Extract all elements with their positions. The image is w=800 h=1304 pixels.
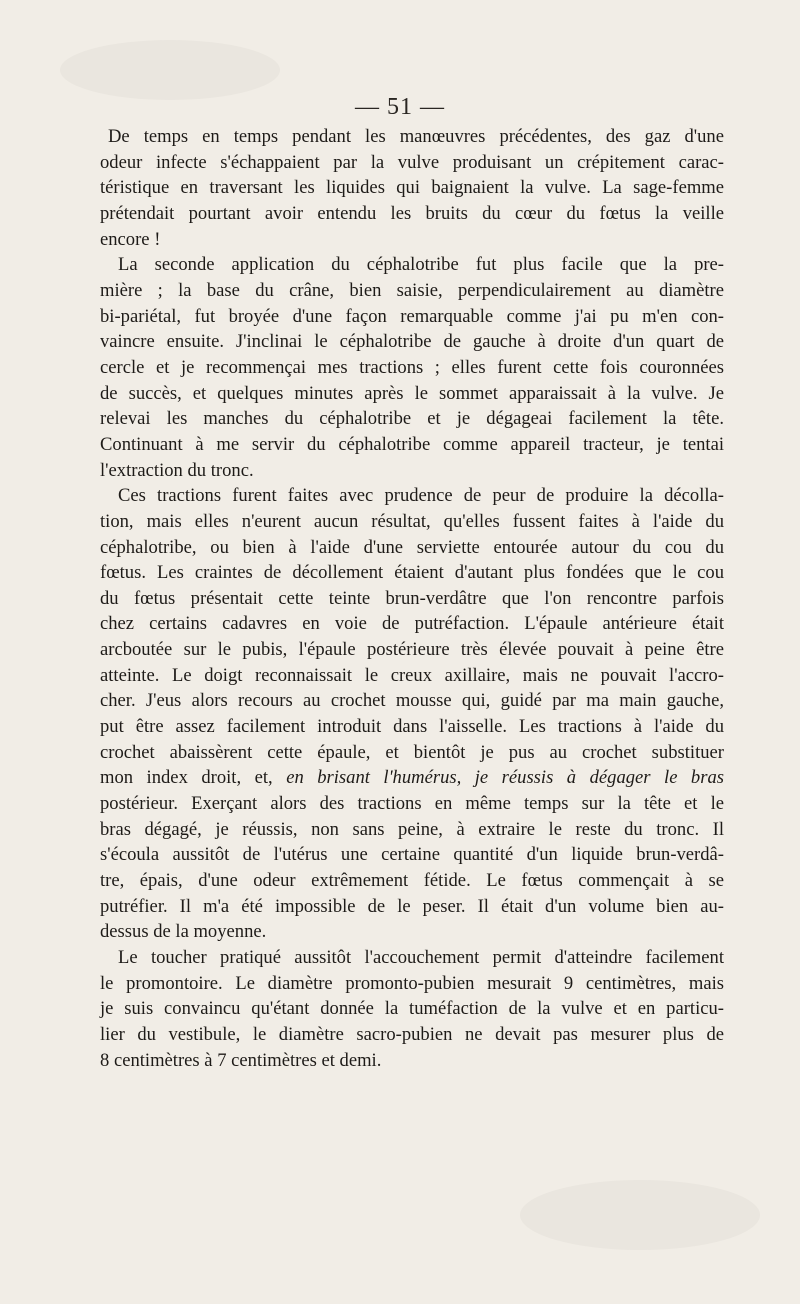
text-line: fœtus. Les craintes de décollement étaient d'autant plus fondées que le cou [100, 562, 724, 584]
text-line: du fœtus présentait cette teinte brun-verdâtre que l'on rencontre parfois [100, 587, 724, 609]
text-line: bi-pariétal, fut broyée d'une façon remarquable comme j'ai pu m'en con- [100, 305, 724, 327]
text-line: téristique en traversant les liquides qui baignaient la vulve. La sage-femme [100, 177, 724, 199]
text-line: je suis convaincu qu'étant donnée la tuméfaction de la vulve et en particu- [100, 998, 724, 1020]
text-line: s'écoula aussitôt de l'utérus une certaine quantité d'un liquide brun-verdâ- [100, 844, 724, 866]
text-line: mière ; la base du crâne, bien saisie, perpendiculairement au diamètre [100, 279, 724, 301]
text-line: De temps en temps pendant les manœuvres précédentes, des gaz d'une [108, 126, 724, 147]
text-line: Le toucher pratiqué aussitôt l'accouchement permit d'atteindre facilement [118, 947, 724, 968]
text-line: vaincre ensuite. J'inclinai le céphalotribe de gauche à droite d'un quart de [100, 331, 724, 353]
text-line: Continuant à me servir du céphalotribe comme appareil tracteur, je tentai [100, 433, 724, 455]
text-line: encore ! [100, 228, 161, 250]
text-line: bras dégagé, je réussis, non sans peine, à extraire le reste du tronc. Il [100, 818, 724, 840]
italic-phrase: en brisant l'humérus, je réussis à dégager le bras [286, 767, 725, 789]
text-line: cher. J'eus alors recours au crochet mousse qui, guidé par ma main gauche, [100, 690, 724, 712]
text-line: le promontoire. Le diamètre promonto-pubien mesurait 9 centimètres, mais [100, 972, 724, 994]
paragraph-4 [100, 945, 724, 1073]
page-number: — 51 — [355, 94, 445, 120]
text-line: de succès, et quelques minutes après le sommet apparaissait à la vulve. Je [100, 382, 724, 404]
text-line: tre, épais, d'une odeur extrêmement fétide. Le fœtus commençait à se [100, 870, 724, 892]
text-line: La seconde application du céphalotribe fut plus facile que la pre- [118, 254, 724, 276]
text-line: arcboutée sur le pubis, l'épaule postérieure très élevée pouvait à peine être [100, 639, 724, 661]
text-line: odeur infecte s'échappaient par la vulve produisant un crépitement carac- [100, 151, 724, 173]
paper-stain [60, 40, 280, 100]
text-line: prétendait pourtant avoir entendu les bruits du cœur du fœtus la veille [100, 202, 724, 224]
text-line: chez certains cadavres en voie de putréfaction. L'épaule antérieure était [100, 613, 724, 635]
text-line: atteinte. Le doigt reconnaissait le creux axillaire, mais ne pouvait l'accro- [100, 664, 724, 686]
paper-stain [520, 1180, 760, 1250]
text-line: lier du vestibule, le diamètre sacro-pubien ne devait pas mesurer plus de [100, 1023, 724, 1045]
text-line: tion, mais elles n'eurent aucun résultat, qu'elles fussent faites à l'aide du [100, 510, 724, 532]
text-line-with-italic [100, 765, 724, 791]
text-line: putréfier. Il m'a été impossible de le peser. Il était d'un volume bien au- [100, 895, 724, 917]
text-line: 8 centimètres à 7 centimètres et demi. [100, 1049, 382, 1071]
paragraph-2 [100, 252, 724, 483]
paragraph-3 [100, 483, 724, 945]
text-line: crochet abaissèrent cette épaule, et bientôt je pus au crochet substituer [100, 741, 724, 763]
body-text [100, 124, 724, 1073]
text-line: relevai les manches du céphalotribe et je dégageai facilement la tête. [100, 408, 724, 430]
paragraph-1 [100, 124, 724, 252]
text-line: cercle et je recommençai mes tractions ; elles furent cette fois couronnées [100, 356, 724, 378]
text-line: dessus de la moyenne. [100, 921, 267, 943]
text-segment: mon index droit, et, [100, 767, 287, 789]
text-line: céphalotribe, ou bien à l'aide d'une serviette entourée autour du cou du [100, 536, 724, 558]
text-line: Ces tractions furent faites avec prudence de peur de produire la décolla- [118, 485, 724, 507]
text-line: postérieur. Exerçant alors des tractions en même temps sur la tête et le [100, 793, 724, 815]
text-line: put être assez facilement introduit dans l'aisselle. Les tractions à l'aide du [100, 716, 724, 738]
text-line: l'extraction du tronc. [100, 459, 254, 481]
